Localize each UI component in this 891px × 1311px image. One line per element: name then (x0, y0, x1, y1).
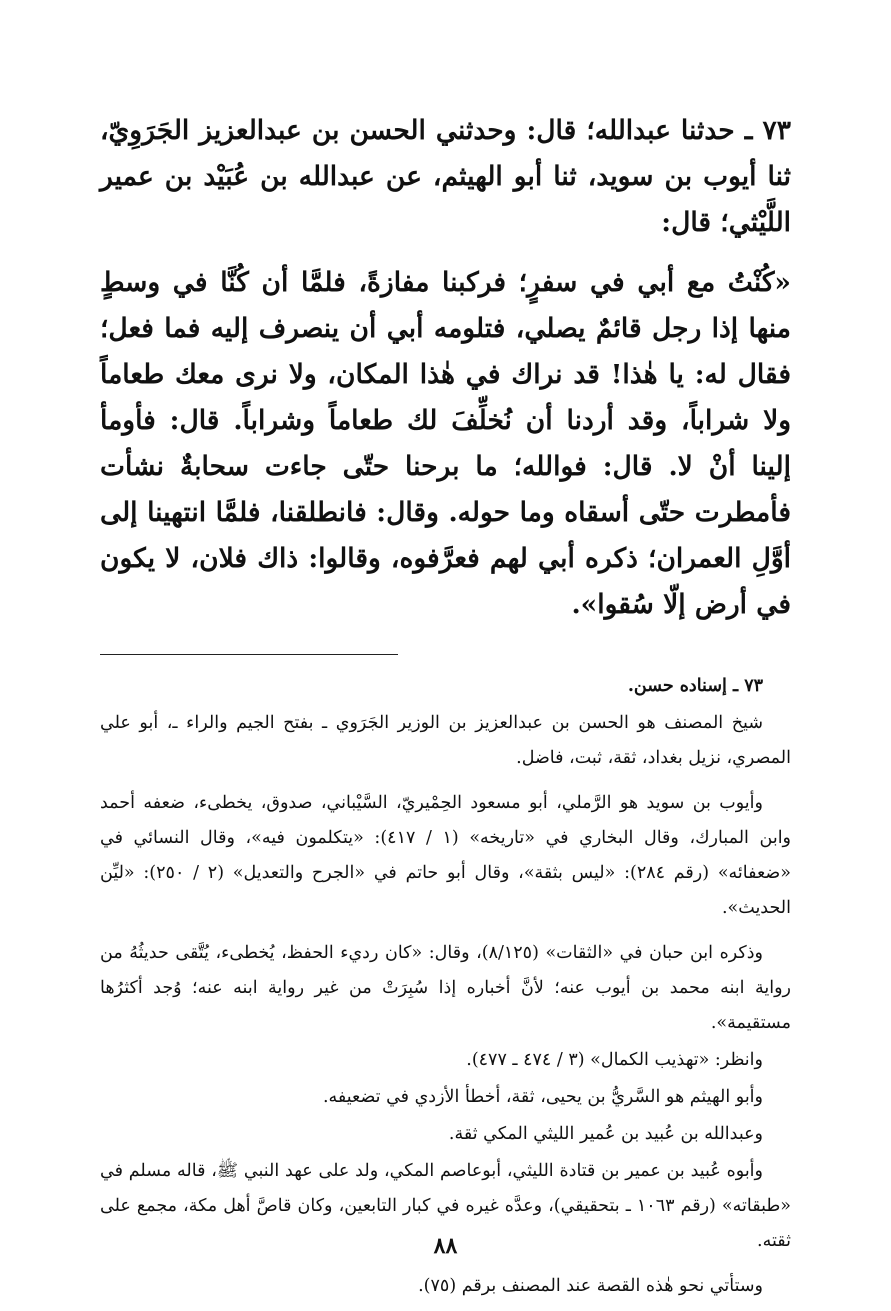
isnad-paragraph: ٧٣ ـ حدثنا عبدالله؛ قال: وحدثني الحسن بن عبدالعزيز الجَرَوِيّ، ثنا أيوب بن سويد، ثنا أبو الهيثم، عن عبدالله بن عُبَيْد بن عمير اللَّيْثي؛ قال: (100, 115, 791, 238)
main-text (100, 108, 791, 628)
footnote-paragraph: وذكره ابن حبان في «الثقات» (٨/١٢٥)، وقال: «كان رديء الحفظ، يُخطىء، يُتَّقى حديثُهُ من رواية ابنه محمد بن أيوب عنه؛ لأنَّ أخباره إذا سُبِرَتْ من غير رواية ابنه عنه؛ وُجد أكثرُها مستقيمة». (100, 943, 791, 1033)
footnote-paragraph: وستأتي نحو هٰذه القصة عند المصنف برقم (٧٥). (418, 1276, 763, 1296)
footnotes (100, 669, 791, 1304)
page-number: ٨٨ (433, 1233, 458, 1259)
footnote-paragraph: وعبدالله بن عُبيد بن عُمير الليثي المكي ثقة. (448, 1124, 763, 1144)
footnote-paragraph: وانظر: «تهذيب الكمال» (٣ / ٤٧٤ ـ ٤٧٧). (466, 1050, 763, 1070)
footnote-heading: ٧٣ ـ إسناده حسن. (627, 676, 763, 696)
footnote-paragraph: وأبوه عُبيد بن عمير بن قتادة الليثي، أبوعاصم المكي، ولد على عهد النبي ﷺ، قاله مسلم في «طبقاته» (رقم ١٠٦٣ ـ بتحقيقي)، وعدَّه غيره في كبار التابعين، وكان قاصَّ أهل مكة، مجمع على ثقته. (100, 1161, 791, 1251)
matn-paragraph: «كُنْتُ مع أبي في سفرٍ؛ فركبنا مفازةً، فلمَّا أن كُنَّا في وسطٍ منها إذا رجل قائمٌ يصلي، فتلومه أبي أن ينصرف إليه فما فعل؛ فقال له: يا هٰذا! قد نراك في هٰذا المكان، ولا نرى معك طعاماً ولا شراباً، وقد أردنا أن نُخلِّفَ لك طعاماً وشراباً. قال: فأومأ إلينا أنْ لا. قال: فوالله؛ ما برحنا حتّى جاءت سحابةٌ نشأت فأمطرت حتّى أسقاه وما حوله. وقال: فانطلقنا، فلمَّا انتهينا إلى أوَّلِ العمران؛ ذكره أبي لهم فعرَّفوه، وقالوا: ذاك فلان، لا يكون في أرض إلّا سُقوا». (100, 267, 791, 620)
footnote-paragraph: شيخ المصنف هو الحسن بن عبدالعزيز بن الوزير الجَرَوي ـ بفتح الجيم والراء ـ، أبو علي المصري، نزيل بغداد، ثقة، ثبت، فاضل. (100, 713, 791, 768)
footnote-paragraph: وأبو الهيثم هو السَّريُّ بن يحيى، ثقة، أخطأ الأزدي في تضعيفه. (322, 1087, 763, 1107)
footnote-divider (100, 654, 398, 655)
footnote-paragraph: وأيوب بن سويد هو الرَّملي، أبو مسعود الحِمْيريّ، السَّيْباني، صدوق، يخطىء، ضعفه أحمد وابن المبارك، وقال البخاري في «تاريخه» (١ / ٤١٧): «يتكلمون فيه»، وقال النسائي في «ضعفائه» (رقم ٢٨٤): «ليس بثقة»، وقال أبو حاتم في «الجرح والتعديل» (٢ / ٢٥٠): «ليِّن الحديث». (100, 793, 792, 918)
